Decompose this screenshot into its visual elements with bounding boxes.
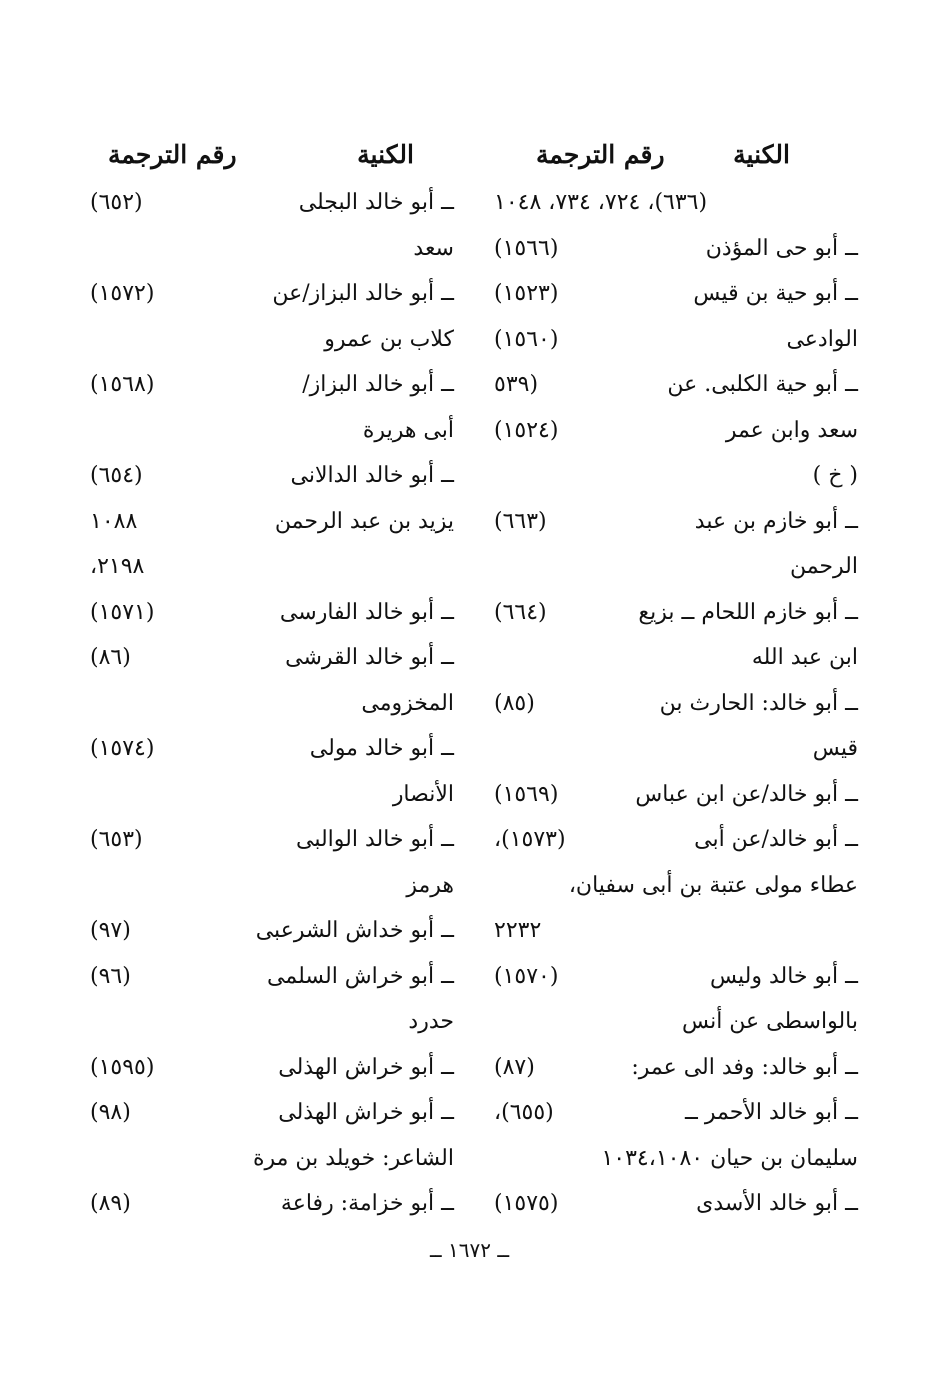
entry-ref-number: (٦٥٣): [90, 827, 143, 853]
entry-kunya: ابن عبد الله: [751, 645, 858, 671]
entry-kunya: ــ أبو خالد البجلى: [298, 190, 454, 216]
entry-kunya: ــ أبو خالد مولى: [309, 736, 454, 762]
entry-kunya: أبى هريرة: [362, 417, 454, 443]
index-entry: [90, 1181, 454, 1227]
entry-ref-number: (٨٦): [90, 645, 131, 671]
index-entry: [494, 1181, 858, 1227]
entry-ref-number: (١٥٧٢): [90, 281, 155, 307]
index-entry: [494, 1090, 858, 1136]
entry-kunya: يزيد بن عبد الرحمن: [274, 508, 454, 534]
index-entry: [90, 1090, 454, 1136]
entry-kunya: حدرد: [408, 1009, 454, 1035]
index-entry: [90, 362, 454, 408]
entry-kunya: ــ أبو حية الكلبى. عن: [667, 372, 858, 398]
entry-ref-number: (٩٦): [90, 963, 131, 989]
entry-kunya: ( خ ): [812, 463, 858, 489]
entry-ref-number: (١٥٦٩): [494, 781, 559, 807]
index-entry: [494, 453, 858, 499]
index-entry: [494, 1136, 858, 1182]
entry-ref-number: (١٥٢٤): [494, 417, 559, 443]
index-entry: [90, 908, 454, 954]
index-entry: [494, 180, 858, 226]
entry-kunya: ــ أبو خراش الهذلى: [278, 1054, 454, 1080]
header-kunya: الكنية: [733, 139, 790, 169]
entry-kunya: كلاب بن عمرو: [324, 326, 454, 352]
entry-kunya: المخزومى: [361, 690, 454, 716]
entry-ref-number: (٨٩): [90, 1191, 131, 1217]
entry-ref-number: (١٥٧١): [90, 599, 155, 625]
entry-kunya: ــ أبو خزامة: رفاعة: [280, 1191, 454, 1217]
entry-kunya: ــ أبو خالد/عن أبى: [694, 827, 858, 853]
index-entry: [90, 863, 454, 909]
index-entry: [90, 317, 454, 363]
entry-kunya: ــ أبو خازم اللحام ــ بزيع: [638, 599, 858, 625]
entry-ref-number: (١٥٦٠): [494, 326, 559, 352]
entry-kunya: الشاعر: خويلد بن مرة: [252, 1145, 454, 1171]
index-entry: [90, 544, 454, 590]
index-entry: [494, 772, 858, 818]
page-number: ــ ١٦٧٢ ــ: [429, 1238, 510, 1262]
index-entry: [494, 681, 858, 727]
entry-ref-number: (١٥٧٥): [494, 1191, 559, 1217]
index-entry: [494, 271, 858, 317]
entry-kunya: الرحمن: [789, 554, 858, 580]
entry-ref-number: (٦٣٦)، ٧٢٤، ٧٣٤، ١٠٤٨: [494, 190, 708, 216]
entry-ref-number: ٢١٩٨،: [90, 554, 145, 580]
entry-kunya: ــ أبو خالد: وفد الى عمر:: [631, 1054, 858, 1080]
entry-ref-number: (١٥٦٨): [90, 372, 155, 398]
index-page: [90, 128, 858, 1227]
entry-kunya: ــ أبو حية بن قيس: [693, 281, 858, 307]
index-entry: [494, 590, 858, 636]
entry-ref-number: (١٥٢٣): [494, 281, 559, 307]
index-entry: [90, 1045, 454, 1091]
index-entry: [494, 499, 858, 545]
index-entry: [494, 908, 858, 954]
entry-kunya: قيس: [812, 736, 858, 762]
entry-kunya: ــ أبو خراش السلمى: [267, 963, 454, 989]
right-column: [474, 180, 858, 1227]
entry-ref-number: ١٠٨٨: [90, 508, 138, 534]
entry-kunya: ــ أبو خالد الفارسى: [279, 599, 454, 625]
index-entry: [90, 954, 454, 1000]
index-body: [90, 180, 858, 1227]
entry-ref-number: (٨٧): [494, 1054, 535, 1080]
entry-kunya: ــ أبو خراش الهذلى: [278, 1100, 454, 1126]
entry-ref-number: (٦٦٤): [494, 599, 547, 625]
left-column-header: [90, 140, 474, 169]
entry-ref-number: ٢٢٣٢: [494, 918, 542, 944]
index-entry: [90, 1136, 454, 1182]
entry-kunya: ــ أبو خالد القرشى: [285, 645, 454, 671]
entry-ref-number: (١٥٦٦): [494, 235, 559, 261]
index-entry: [494, 317, 858, 363]
header-ref-number: رقم الترجمة: [536, 139, 665, 169]
entry-ref-number: (٦٥٢): [90, 190, 143, 216]
entry-kunya: ــ أبو خالد الأسدى: [696, 1191, 858, 1217]
index-entry: [494, 408, 858, 454]
entry-ref-number: (١٥٧٠): [494, 963, 559, 989]
index-entry: [494, 863, 858, 909]
entry-ref-number: (٨٥): [494, 690, 535, 716]
entry-kunya: ــ أبو خالد وليس: [709, 963, 858, 989]
entry-kunya: ــ أبو خالد: الحارث بن: [659, 690, 858, 716]
index-entry: [90, 681, 454, 727]
index-entry: [90, 726, 454, 772]
index-entry: [90, 408, 454, 454]
index-entry: [494, 726, 858, 772]
index-entry: [90, 590, 454, 636]
entry-kunya: سعد: [413, 235, 454, 261]
entry-ref-number: (١٥٧٤): [90, 736, 155, 762]
index-entry: [90, 271, 454, 317]
right-column-header: [474, 140, 858, 169]
entry-kunya: ــ أبو خالد الأحمر ــ: [684, 1100, 858, 1126]
entry-kunya: بالواسطى عن أنس: [682, 1009, 858, 1035]
entry-kunya: ــ أبو خازم بن عبد: [694, 508, 858, 534]
index-entry: [494, 226, 858, 272]
entry-kunya: ــ أبو خداش الشرعبى: [255, 918, 454, 944]
index-entry: [494, 999, 858, 1045]
index-entry: [90, 453, 454, 499]
index-entry: [90, 999, 454, 1045]
entry-kunya: هرمز: [406, 872, 454, 898]
entry-kunya: ــ أبو خالد البزاز/: [302, 372, 454, 398]
entry-ref-number: (١٥٩٥): [90, 1054, 155, 1080]
entry-kunya: عطاء مولى عتبة بن أبى سفيان،: [568, 872, 858, 898]
entry-ref-number: (٦٦٣): [494, 508, 547, 534]
index-entry: [494, 954, 858, 1000]
header-ref-number: رقم الترجمة: [108, 139, 237, 169]
entry-ref-number: (٦٥٥)،: [494, 1100, 554, 1126]
index-entry: [90, 226, 454, 272]
index-entry: [90, 635, 454, 681]
entry-kunya: سليمان بن حيان ١٠٣٤،١٠٨٠: [601, 1145, 858, 1171]
index-entry: [494, 362, 858, 408]
index-entry: [494, 635, 858, 681]
index-entry: [494, 544, 858, 590]
index-entry: [494, 817, 858, 863]
left-column: [90, 180, 474, 1227]
entry-kunya: الأنصار: [392, 781, 454, 807]
entry-ref-number: (٦٥٤): [90, 463, 143, 489]
index-entry: [90, 180, 454, 226]
entry-ref-number: (١٥٧٣)،: [494, 827, 566, 853]
entry-kunya: ــ أبو خالد الوالبى: [296, 827, 454, 853]
entry-kunya: ــ أبو خالد البزاز/عن: [272, 281, 454, 307]
entry-kunya: سعد وابن عمر: [725, 417, 858, 443]
table-header: [90, 128, 858, 180]
index-entry: [494, 1045, 858, 1091]
index-entry: [90, 499, 454, 545]
entry-ref-number: (٩٨): [90, 1100, 131, 1126]
entry-kunya: ــ أبو خالد/عن ابن عباس: [635, 781, 858, 807]
header-kunya: الكنية: [357, 139, 414, 169]
entry-ref-number: (٩٧): [90, 918, 131, 944]
entry-kunya: الوادعى: [786, 326, 858, 352]
entry-kunya: ــ أبو حى المؤذن: [705, 235, 858, 261]
index-entry: [90, 817, 454, 863]
index-entry: [90, 772, 454, 818]
entry-ref-number: (٥٣٩: [494, 372, 539, 398]
entry-kunya: ــ أبو خالد الدالانى: [290, 463, 454, 489]
